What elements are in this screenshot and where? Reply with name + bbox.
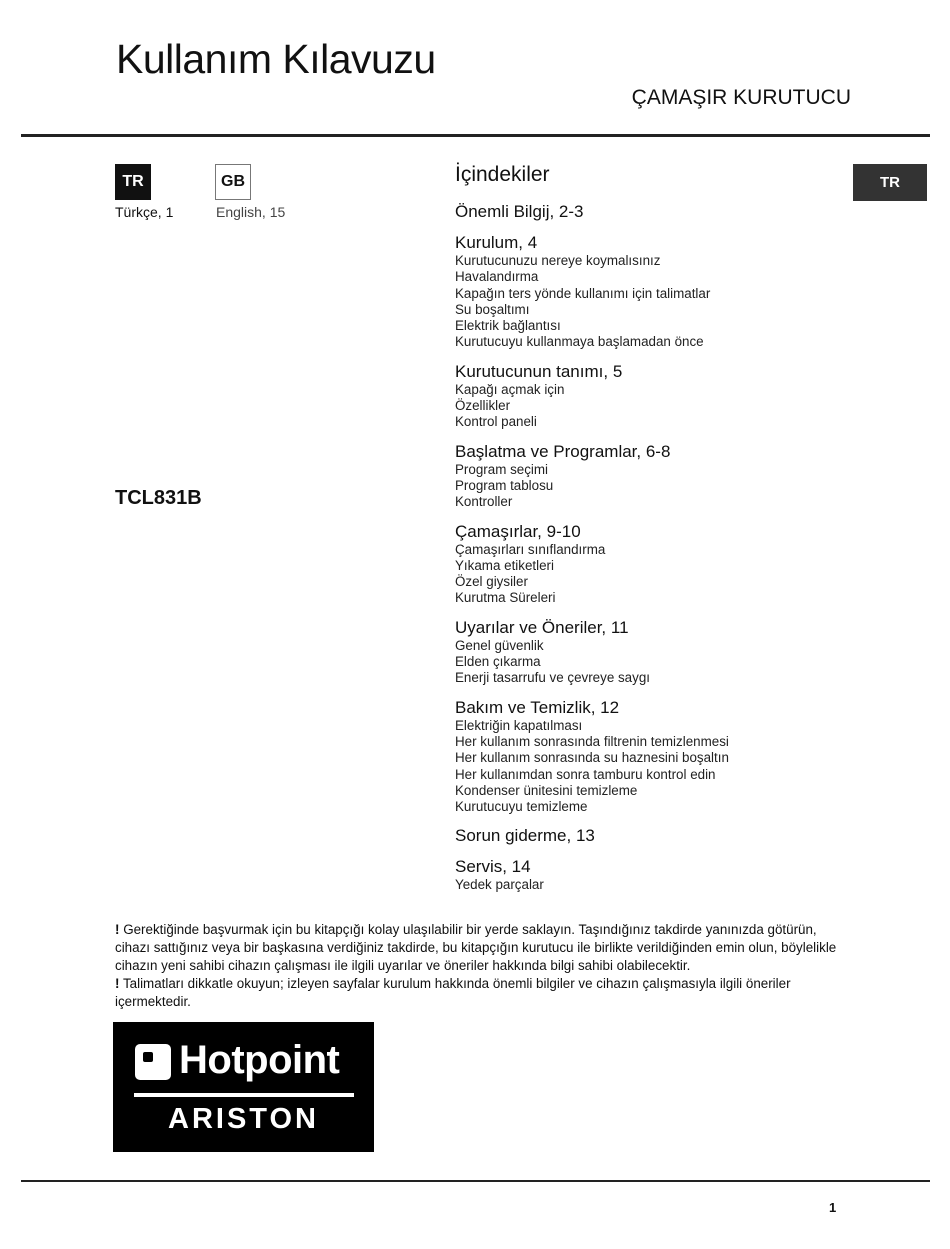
toc-heading[interactable]: Çamaşırlar, 9-10 <box>455 521 581 541</box>
toc-heading[interactable]: Başlatma ve Programlar, 6-8 <box>455 441 671 461</box>
bottom-divider <box>21 1180 930 1182</box>
notice-paragraph <box>115 921 855 975</box>
toc-section <box>455 202 855 222</box>
top-divider <box>21 134 930 137</box>
logo-brand-text: Hotpoint <box>179 1038 340 1082</box>
brand-mark-icon <box>135 1044 171 1080</box>
toc-item[interactable]: Yedek parçalar <box>455 877 544 893</box>
toc-item[interactable]: Her kullanım sonrasında su haznesini boşaltın <box>455 750 729 766</box>
toc-item[interactable]: Elektrik bağlantısı <box>455 318 561 334</box>
toc-item[interactable]: Özellikler <box>455 398 511 414</box>
language-gb-button[interactable]: GB <box>215 164 251 200</box>
warning-mark: ! <box>115 922 120 937</box>
toc-item[interactable]: Kapağın ters yönde kullanımı için talimatlar <box>455 285 711 301</box>
toc-item[interactable]: Kontroller <box>455 494 513 510</box>
toc-heading[interactable]: Bakım ve Temizlik, 12 <box>455 697 620 717</box>
toc-heading[interactable]: Servis, 14 <box>455 857 531 877</box>
logo-sub-text: ARISTON <box>168 1103 319 1135</box>
toc-heading[interactable]: Önemli Bilgij, 2-3 <box>455 202 584 221</box>
toc-heading[interactable]: Kurutucunun tanımı, 5 <box>455 361 623 381</box>
warning-mark: ! <box>115 976 120 991</box>
toc-item[interactable]: Her kullanımdan sonra tamburu kontrol edin <box>455 766 716 782</box>
toc-item[interactable]: Kondenser ünitesini temizleme <box>455 782 638 798</box>
page-number: 1 <box>829 1200 837 1215</box>
page-title: Kullanım Kılavuzu <box>116 36 436 82</box>
toc-item[interactable]: Kurutucuyu temizleme <box>455 799 588 815</box>
toc-item[interactable]: Özel giysiler <box>455 574 528 590</box>
table-of-contents <box>455 162 855 905</box>
language-gb-label[interactable]: English, 15 <box>216 204 286 220</box>
toc-section <box>455 698 855 816</box>
toc-item[interactable]: Kurutucunuzu nereye koymalısınız <box>455 253 661 268</box>
toc-heading[interactable]: Sorun giderme, 13 <box>455 826 595 846</box>
notice-read-instructions: Talimatları dikkatle okuyun; izleyen sayfalar kurulum hakkında önemli bilgiler ve cihazın çalışmasıyla ilgili öneriler içermektedir. <box>115 976 791 1009</box>
toc-item[interactable]: Her kullanım sonrasında filtrenin temizlenmesi <box>455 733 729 749</box>
model-number: TCL831B <box>115 487 202 509</box>
toc-section <box>455 618 855 687</box>
toc-item[interactable]: Genel güvenlik <box>455 637 544 653</box>
language-tr-button[interactable]: TR <box>115 164 151 200</box>
toc-section <box>455 362 855 431</box>
toc-item[interactable]: Program seçimi <box>455 461 549 477</box>
toc-section <box>455 522 855 607</box>
toc-heading[interactable]: Kurulum, 4 <box>455 233 538 252</box>
toc-section <box>455 857 855 893</box>
toc-item[interactable]: Kurutma Süreleri <box>455 590 556 606</box>
toc-item[interactable]: Çamaşırları sınıflandırma <box>455 541 606 557</box>
toc-item[interactable]: Enerji tasarrufu ve çevreye saygı <box>455 670 650 686</box>
toc-section <box>455 826 855 846</box>
notice-keep-booklet: Gerektiğinde başvurmak için bu kitapçığı kolay ulaşılabilir bir yerde saklayın. Taşındığınız takdirde yanınızda götürün, cihazı sattığınız veya bir başkasına verdiğiniz takdirde, bu kitapçığın kurutucu ile birlikte verildiğinden emin olun, böylelikle cihazın yeni sahibi cihazın çalışması ile ilgili uyarılar ve öneriler hakkında bilgi sahibi olabilecektir. <box>115 922 837 973</box>
toc-item[interactable]: Su boşaltımı <box>455 301 530 317</box>
product-type-title: ÇAMAŞIR KURUTUCU <box>631 86 851 109</box>
toc-title: İçindekiler <box>455 163 550 186</box>
toc-item[interactable]: Yıkama etiketleri <box>455 557 554 573</box>
notice-text <box>115 921 855 1011</box>
toc-heading[interactable]: Uyarılar ve Öneriler, 11 <box>455 617 629 637</box>
brand-logo <box>113 1022 374 1152</box>
toc-item[interactable]: Elektriğin kapatılması <box>455 717 583 733</box>
notice-paragraph <box>115 975 855 1011</box>
toc-item[interactable]: Kurutucuyu kullanmaya başlamadan önce <box>455 334 704 350</box>
toc-section <box>455 442 855 511</box>
language-tr-label[interactable]: Türkçe, 1 <box>115 204 174 220</box>
toc-item[interactable]: Elden çıkarma <box>455 654 541 670</box>
toc-item[interactable]: Havalandırma <box>455 269 539 285</box>
toc-item[interactable]: Kapağı açmak için <box>455 381 565 397</box>
toc-item[interactable]: Program tablosu <box>455 477 554 493</box>
toc-item[interactable]: Kontrol paneli <box>455 414 537 430</box>
logo-divider <box>134 1093 354 1097</box>
language-side-tab: TR <box>853 164 927 201</box>
toc-section <box>455 233 855 351</box>
